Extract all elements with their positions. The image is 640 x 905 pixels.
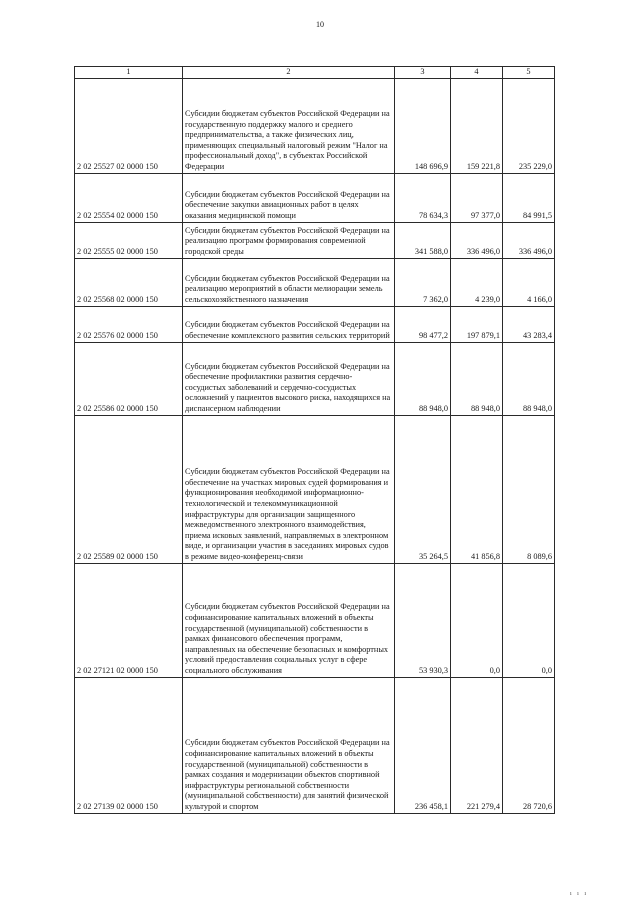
table-row: [75, 415, 555, 563]
description-text: Субсидии бюджетам субъектов Российской Федерации на реализацию мероприятий в области мелиорации земель сельскохозяйственного назначения: [185, 273, 390, 304]
amount-col4-cell: 4 239,0: [451, 258, 503, 306]
column-header-2: 2: [183, 67, 395, 79]
amount-col5-cell: 4 166,0: [503, 258, 555, 306]
table-row: [75, 258, 555, 306]
amount-col3-cell: 236 458,1: [395, 677, 451, 813]
table-row: [75, 306, 555, 342]
column-number-row: [75, 67, 555, 79]
budget-code-cell: 2 02 27121 02 0000 150: [75, 563, 183, 677]
page-number: 10: [316, 20, 324, 29]
description-text: Субсидии бюджетам субъектов Российской Федерации на обеспечение закупки авиационных работ в целях оказания медицинской помощи: [185, 189, 390, 220]
description-text: Субсидии бюджетам субъектов Российской Федерации на обеспечение на участках мировых судей формирования и функционирования необходимой информационно-технологической и телекоммуникационной инфраструктуры для организации защищенного межведомственного электронного взаимодействия, приема исковых заявлений, направляемых в электронном виде, и организации участия в заседаниях мировых судов в режиме видео-конференц-связи: [185, 467, 390, 561]
amount-col3-cell: 53 930,3: [395, 563, 451, 677]
description-text: Субсидии бюджетам субъектов Российской Федерации на обеспечение комплексного развития сельских территорий: [185, 320, 390, 340]
budget-code-cell: 2 02 25576 02 0000 150: [75, 306, 183, 342]
amount-col4-cell: 159 221,8: [451, 78, 503, 173]
budget-code-cell: 2 02 25568 02 0000 150: [75, 258, 183, 306]
description-cell: [183, 173, 395, 222]
budget-code-cell: 2 02 25527 02 0000 150: [75, 78, 183, 173]
column-header-3: 3: [395, 67, 451, 79]
budget-table: [74, 66, 555, 814]
description-cell: [183, 415, 395, 563]
amount-col3-cell: 7 362,0: [395, 258, 451, 306]
budget-code-cell: 2 02 25554 02 0000 150: [75, 173, 183, 222]
column-header-1: 1: [75, 67, 183, 79]
amount-col4-cell: 41 856,8: [451, 415, 503, 563]
amount-col5-cell: 88 948,0: [503, 342, 555, 415]
description-cell: [183, 677, 395, 813]
amount-col4-cell: 221 279,4: [451, 677, 503, 813]
description-text: Субсидии бюджетам субъектов Российской Федерации на софинансирование капитальных вложений в объекты государственной (муниципальной) собственности в рамках финансового обеспечения программ, направленных на обеспечение безопасных и комфортных условий предоставления социальных услуг в сфере социального обслуживания: [185, 602, 390, 675]
description-cell: [183, 342, 395, 415]
amount-col4-cell: 0,0: [451, 563, 503, 677]
amount-col5-cell: 43 283,4: [503, 306, 555, 342]
description-cell: [183, 78, 395, 173]
amount-col3-cell: 341 588,0: [395, 222, 451, 258]
amount-col5-cell: 28 720,6: [503, 677, 555, 813]
table-row: [75, 78, 555, 173]
amount-col4-cell: 197 879,1: [451, 306, 503, 342]
amount-col5-cell: 84 991,5: [503, 173, 555, 222]
amount-col3-cell: 35 264,5: [395, 415, 451, 563]
amount-col5-cell: 0,0: [503, 563, 555, 677]
budget-code-cell: 2 02 25586 02 0000 150: [75, 342, 183, 415]
description-text: Субсидии бюджетам субъектов Российской Федерации на реализацию программ формирования современной городской среды: [185, 225, 390, 256]
amount-col5-cell: 8 089,6: [503, 415, 555, 563]
table-row: [75, 563, 555, 677]
amount-col3-cell: 148 696,9: [395, 78, 451, 173]
table-row: [75, 677, 555, 813]
budget-code-cell: 2 02 25589 02 0000 150: [75, 415, 183, 563]
budget-code-cell: 2 02 27139 02 0000 150: [75, 677, 183, 813]
table-row: [75, 342, 555, 415]
amount-col4-cell: 336 496,0: [451, 222, 503, 258]
description-cell: [183, 306, 395, 342]
column-header-5: 5: [503, 67, 555, 79]
amount-col5-cell: 336 496,0: [503, 222, 555, 258]
description-cell: [183, 258, 395, 306]
description-text: Субсидии бюджетам субъектов Российской Федерации на обеспечение профилактики развития сердечно-сосудистых заболеваний и сердечно-сосудистых осложнений у пациентов высокого риска, находящихся на диспансерном наблюдении: [185, 361, 391, 413]
table-row: [75, 222, 555, 258]
amount-col4-cell: 88 948,0: [451, 342, 503, 415]
description-cell: [183, 563, 395, 677]
budget-code-cell: 2 02 25555 02 0000 150: [75, 222, 183, 258]
amount-col4-cell: 97 377,0: [451, 173, 503, 222]
amount-col3-cell: 88 948,0: [395, 342, 451, 415]
amount-col3-cell: 98 477,2: [395, 306, 451, 342]
description-text: Субсидии бюджетам субъектов Российской Федерации на софинансирование капитальных вложений в объекты государственной (муниципальной) собственности в рамках создания и модернизации объектов спортивной инфраструктуры региональной собственности (муниципальной собственности) для занятий физической культурой и спортом: [185, 738, 390, 811]
description-cell: [183, 222, 395, 258]
scan-corner-mark: ı ı ı: [569, 891, 588, 897]
column-header-4: 4: [451, 67, 503, 79]
amount-col5-cell: 235 229,0: [503, 78, 555, 173]
amount-col3-cell: 78 634,3: [395, 173, 451, 222]
description-text: Субсидии бюджетам субъектов Российской Федерации на государственную поддержку малого и среднего предпринимательства, а также физических лиц, применяющих специальный налоговый режим "Налог на профессиональный доход", в субъектах Российской Федерации: [185, 109, 390, 171]
table-row: [75, 173, 555, 222]
